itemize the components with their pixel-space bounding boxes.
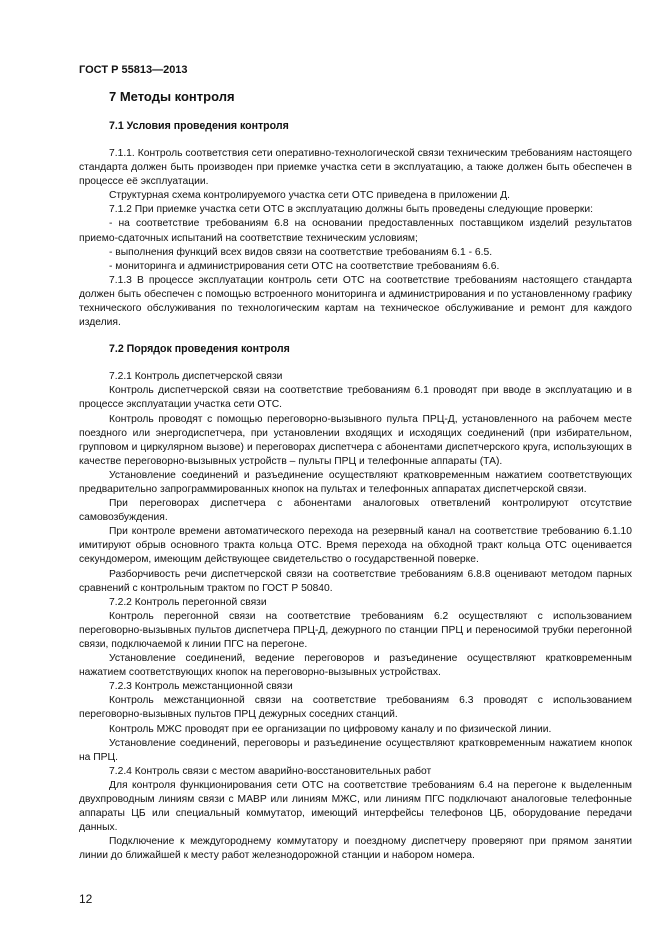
document-body bbox=[79, 88, 632, 864]
paragraph: Для контроля функционирования сети ОТС на соответствие требованиям 6.4 на перегоне к выделенным двухпроводным линиям связи с МАВР или линиям МЖС, или линиям ПГС подключают аналоговые телефонные аппараты ЦБ или специальный коммутатор, имеющий интерфейсы телефонов ЦБ, оборудование передачи данных. bbox=[79, 779, 632, 834]
paragraph: Разборчивость речи диспетчерской связи на соответствие требованиям 6.8.8 оценивают методом парных сравнений с контрольным трактом по ГОСТ Р 50840. bbox=[79, 568, 632, 594]
paragraph: Структурная схема контролируемого участка сети ОТС приведена в приложении Д. bbox=[109, 190, 510, 202]
paragraph: Контроль МЖС проводят при ее организации по цифровому каналу и по физической линии. bbox=[109, 723, 552, 735]
paragraph: При переговорах диспетчера с абонентами аналоговых ответвлений контролируют отсутствие самовозбуждения. bbox=[79, 498, 632, 524]
subsection-title-7-1: 7.1 Условия проведения контроля bbox=[109, 120, 289, 132]
list-item: - выполнения функций всех видов связи на соответствие требованиям 6.1 - 6.5. bbox=[109, 246, 493, 258]
list-item: - мониторинга и администрирования сети ОТС на соответствие требованиям 6.6. bbox=[109, 260, 500, 272]
clause-heading: 7.2.4 Контроль связи с местом аварийно-восстановительных работ bbox=[109, 765, 432, 777]
document-header: ГОСТ Р 55813—2013 bbox=[79, 64, 188, 76]
paragraph: При контроле времени автоматического перехода на резервный канал на соответствие требованию 6.1.10 имитируют обрыв основного тракта кольца ОТС. Время перехода на обходной тракт кольца ОТС оценивается секундомером, имеющим действующее свидетельство о государственной поверке. bbox=[79, 526, 632, 566]
paragraph: Установление соединений, переговоры и разъединение осуществляют кратковременным нажатием кнопок на ПРЦ. bbox=[79, 737, 632, 763]
paragraph: Установление соединений и разъединение осуществляют кратковременным нажатием соответствующих предварительно запрограммированных кнопок на пультах и телефонных аппаратах диспетчерской связи. bbox=[79, 469, 632, 495]
clause-heading: 7.2.3 Контроль межстанционной связи bbox=[109, 681, 293, 693]
clause-heading: 7.2.2 Контроль перегонной связи bbox=[109, 596, 267, 608]
paragraph: 7.1.1. Контроль соответствия сети оперативно-технологической связи техническим требованиям настоящего стандарта должен быть производен при приемке участка сети в эксплуатацию, а также должен быть обеспечен в процессе её эксплуатации. bbox=[79, 148, 632, 188]
paragraph: Установление соединений, ведение переговоров и разъединение осуществляют кратковременным нажатием соответствующих кнопок на переговорно-вызывных устройствах. bbox=[79, 653, 632, 679]
paragraph: Подключение к междугороднему коммутатору и поездному диспетчеру проверяют при прямом занятии линии до ближайшей к месту работ железнодорожной станции и набором номера. bbox=[79, 836, 632, 862]
paragraph: 7.1.2 При приемке участка сети ОТС в эксплуатацию должны быть проведены следующие проверки: bbox=[109, 204, 593, 216]
paragraph: Контроль проводят с помощью переговорно-вызывного пульта ПРЦ-Д, установленного на рабочем месте поездного или энергодиспетчера, при установлении входящих и исходящих соединений (при избирательном, групповом и циркулярном вызове) и переговорах диспетчера с абонентами диспетчерского круга, использующих в качестве переговорно-вызывных устройств – пульты ПРЦ и телефонные аппараты (ТА). bbox=[79, 413, 632, 467]
paragraph: Контроль диспетчерской связи на соответствие требованиям 6.1 проводят при вводе в эксплуатацию и в процессе эксплуатации участка сети ОТС. bbox=[79, 385, 632, 411]
subsection-title-7-2: 7.2 Порядок проведения контроля bbox=[109, 343, 290, 356]
paragraph: Контроль перегонной связи на соответствие требованиям 6.2 осуществляют с использованием переговорно-вызывных пультов диспетчера ПРЦ-Д, дежурного по станции ПРЦ и переносимой трубки перегонной связи, подключаемой к линии ПГС на перегоне. bbox=[79, 610, 632, 650]
page-number: 12 bbox=[79, 892, 93, 906]
clause-heading: 7.2.1 Контроль диспетчерской связи bbox=[109, 371, 283, 383]
paragraph: 7.1.3 В процессе эксплуатации контроль сети ОТС на соответствие требованиям настоящего стандарта должен быть обеспечен с помощью встроенного мониторинга и администрирования и по установленному графику технического обслуживания по технологическим картам на техническое обслуживание и ремонт для каждого изделия. bbox=[79, 274, 632, 329]
paragraph: Контроль межстанционной связи на соответствие требованиям 6.3 проводят с использованием переговорно-вызывных пультов ПРЦ дежурных соседних станций. bbox=[79, 695, 632, 721]
section-title: 7 Методы контроля bbox=[109, 89, 235, 104]
list-item: - на соответствие требованиям 6.8 на основании предоставленных поставщиком изделий результатов приемо-сдаточных испытаний на соответствие техническим условиям; bbox=[79, 218, 632, 244]
